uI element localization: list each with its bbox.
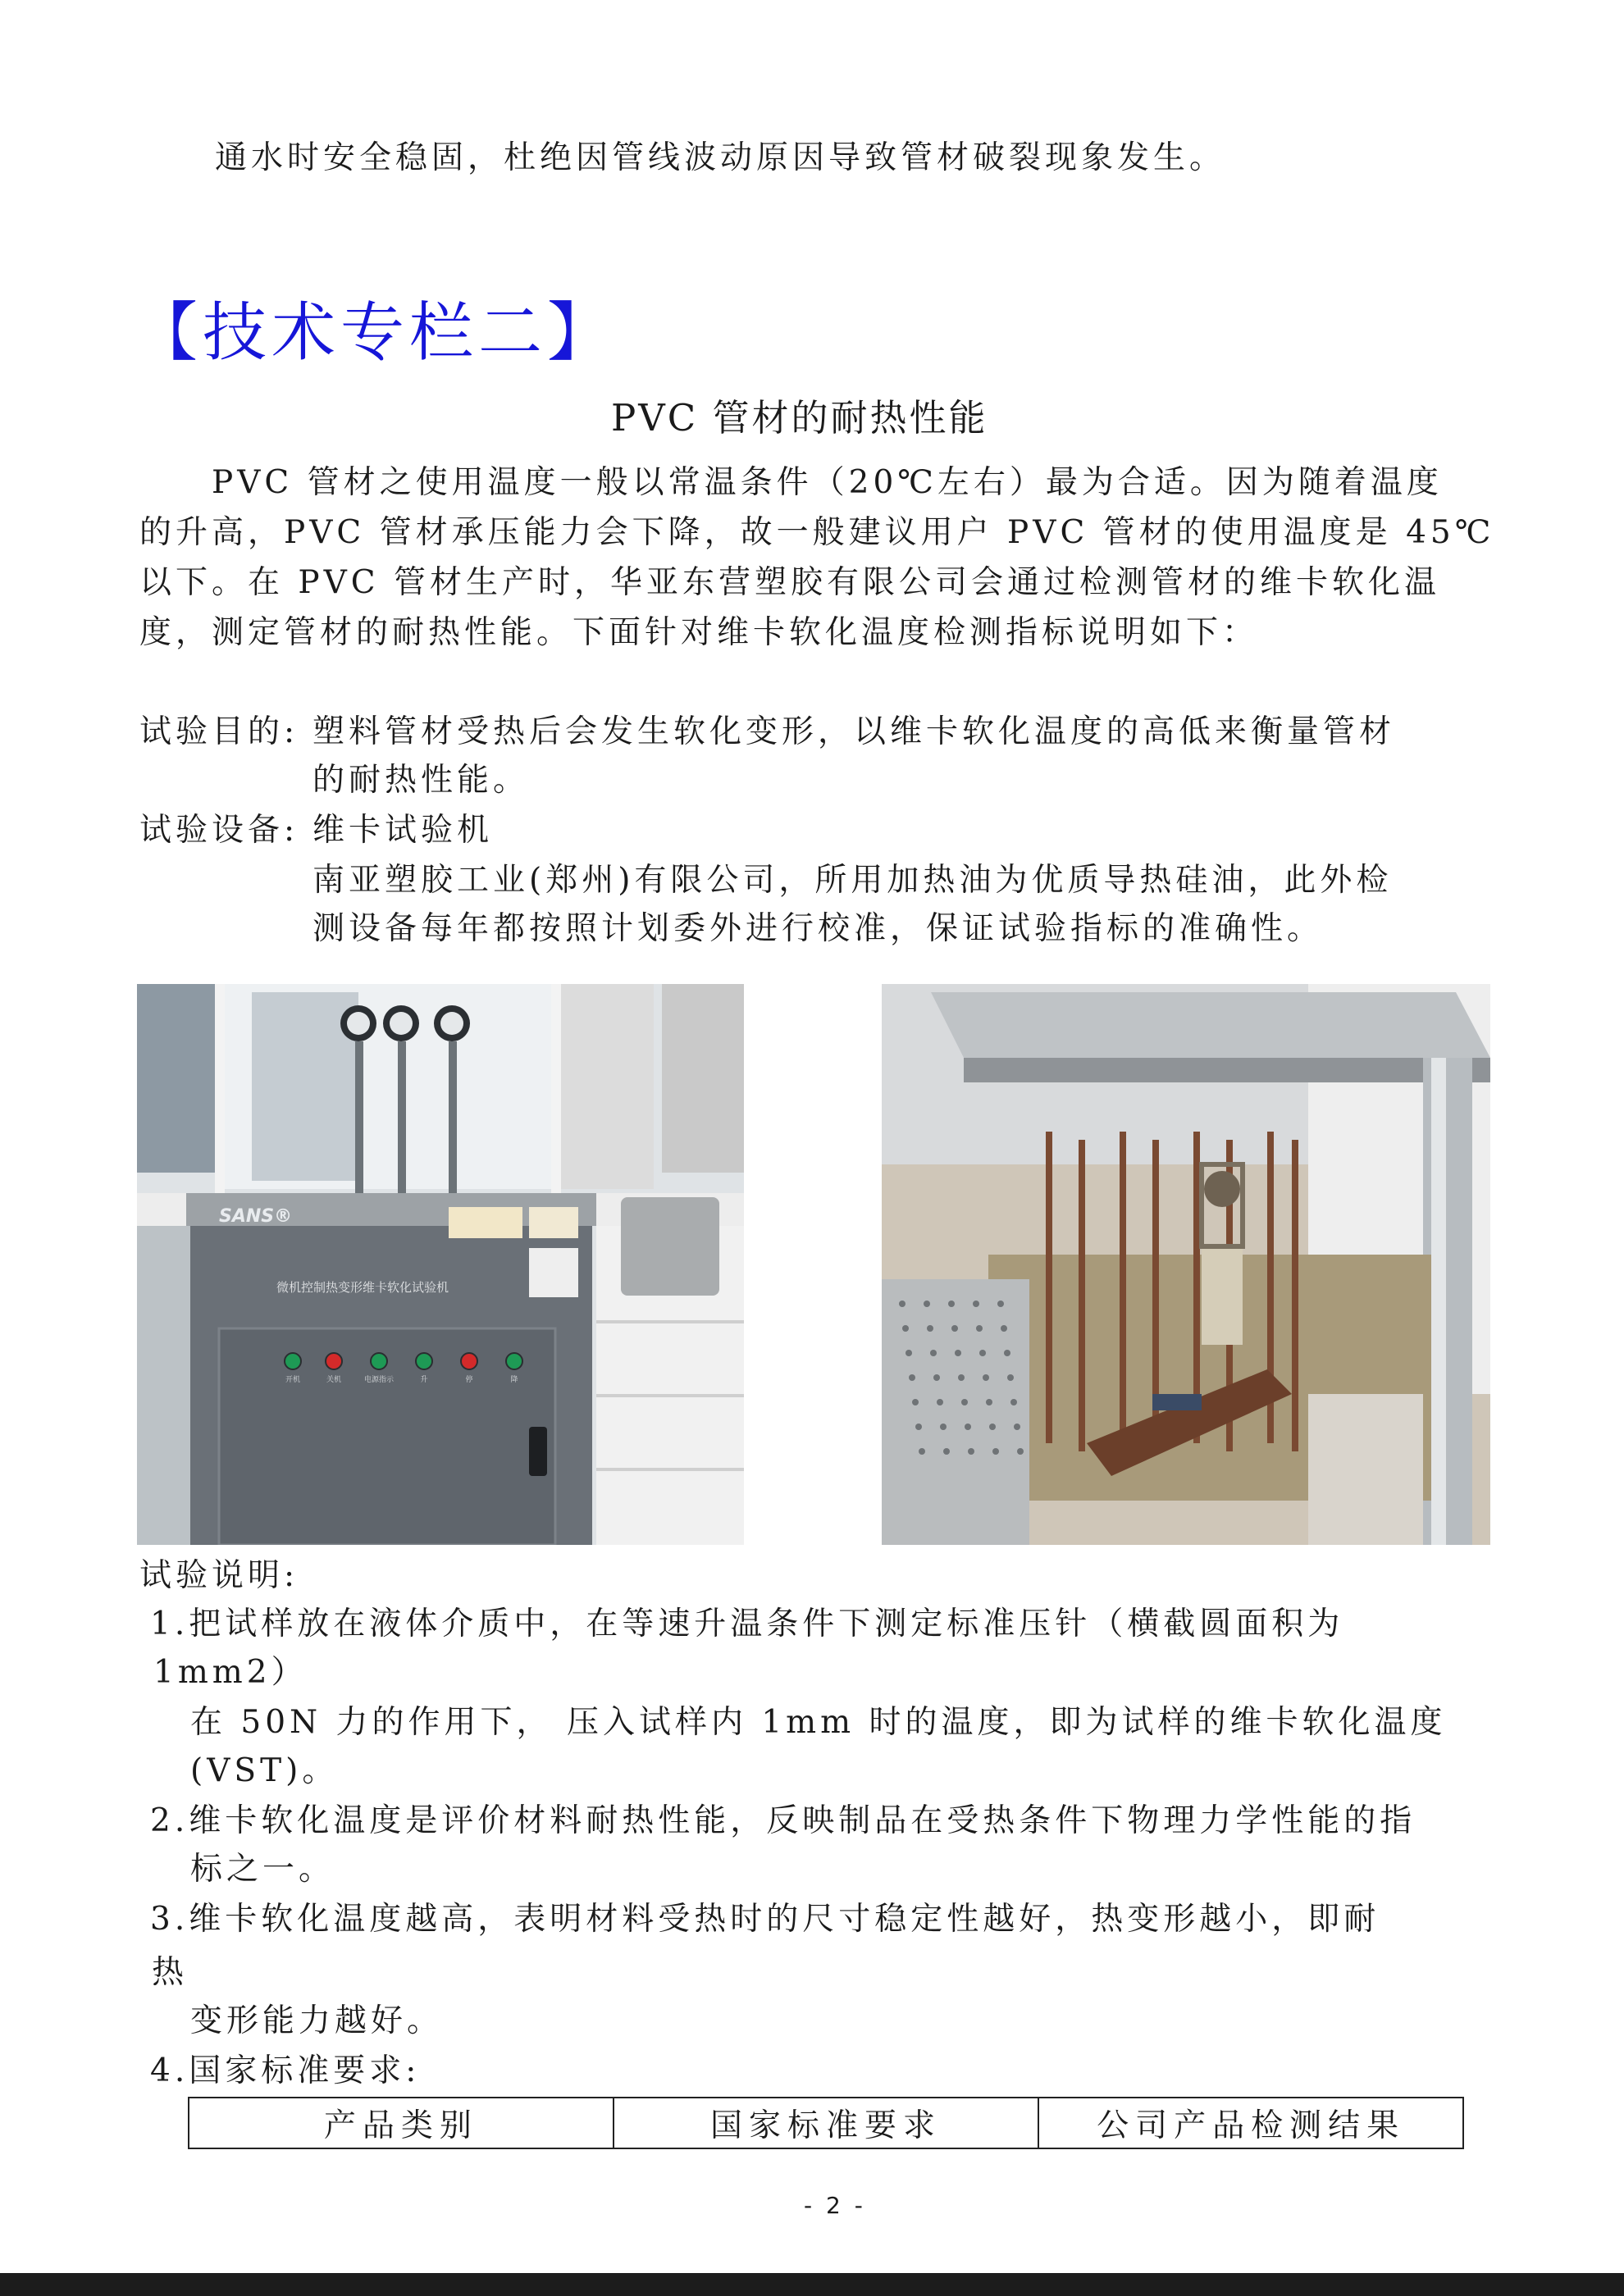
test-notes-line-6: 标之一。 [190, 1851, 335, 1888]
indicator-button-label: 电源指示 [363, 1376, 395, 1384]
bath-hole [1017, 1448, 1024, 1455]
indicator-button [371, 1353, 387, 1369]
standards-table [188, 2097, 1464, 2149]
indicator-button-label: 降 [510, 1376, 518, 1384]
bath-hole [1004, 1350, 1010, 1356]
test-equipment-label: 试验设备: [139, 812, 299, 849]
bath-hole [976, 1325, 983, 1332]
test-purpose-line-1: 塑料管材受热后会发生软化变形，以维卡软化温度的高低来衡量管材 [312, 713, 1396, 750]
bath-hole [937, 1399, 943, 1405]
test-notes-label: 试验说明: [139, 1557, 299, 1594]
page-number: - 2 - [804, 2192, 866, 2219]
bath-hole [906, 1350, 912, 1356]
bath-hole [909, 1374, 915, 1381]
test-purpose-line-2: 的耐热性能。 [312, 762, 530, 799]
test-notes-line-8: 热 [152, 1954, 189, 1991]
table-header-company-result: 公司产品检测结果 [1038, 2098, 1463, 2148]
table-header-national-standard: 国家标准要求 [614, 2098, 1039, 2148]
vicat-apparatus-closeup-photo [882, 984, 1490, 1545]
bath-hole [930, 1350, 937, 1356]
intro-line: 通水时安全稳固，杜绝因管线波动原因导致管材破裂现象发生。 [215, 139, 1226, 176]
bath-hole [983, 1374, 989, 1381]
bath-hole [968, 1448, 974, 1455]
intro-paragraph-line-4: 度，测定管材的耐热性能。下面针对维卡软化温度检测指标说明如下： [139, 614, 1259, 651]
test-equipment-line-3: 测设备每年都按照计划委外进行校准，保证试验指标的准确性。 [312, 910, 1324, 947]
bath-hole [973, 1301, 979, 1307]
copper-rod [1079, 1140, 1085, 1451]
bottom-edge-bar [0, 2273, 1624, 2296]
bath-hole [979, 1350, 986, 1356]
bath-hole [951, 1325, 958, 1332]
test-notes-line-3: 在 50N 力的作用下， 压入试样内 1mm 时的温度，即为试样的维卡软化温度 [190, 1704, 1447, 1741]
bath-hole [902, 1325, 909, 1332]
bath-hole [986, 1399, 992, 1405]
test-notes-line-10: 4.国家标准要求: [150, 2052, 421, 2089]
test-notes-line-1: 1.把试样放在液体介质中，在等速升温条件下测定标准压针（横截圆面积为 [150, 1606, 1344, 1642]
indicator-button [326, 1353, 342, 1369]
bath-hole [943, 1448, 950, 1455]
section-title: PVC 管材的耐热性能 [611, 396, 988, 440]
machine-label: 微机控制热变形维卡软化试验机 [276, 1280, 449, 1295]
test-equipment-line-2: 南亚塑胶工业(郑州)有限公司，所用加热油为优质导热硅油，此外检 [312, 862, 1393, 899]
bath-hole [948, 1301, 955, 1307]
intro-paragraph-line-1: PVC 管材之使用温度一般以常温条件（20℃左右）最为合适。因为随着温度 [212, 464, 1443, 501]
test-purpose-label: 试验目的: [139, 713, 299, 750]
bath-hole [912, 1399, 919, 1405]
bath-hole [1010, 1399, 1017, 1405]
test-notes-line-5: 2.维卡软化温度是评价材料耐热性能，反映制品在受热条件下物理力学性能的指 [150, 1802, 1416, 1839]
indicator-button-label: 开机 [285, 1376, 301, 1384]
intro-paragraph-line-2: 的升高，PVC 管材承压能力会下降，故一般建议用户 PVC 管材的使用温度是 45℃ [139, 514, 1495, 551]
indicator-button [461, 1353, 477, 1369]
table-header-row [189, 2098, 1463, 2148]
bath-hole [958, 1374, 965, 1381]
bath-hole [992, 1448, 999, 1455]
copper-rod [1292, 1140, 1298, 1451]
bath-hole [924, 1301, 930, 1307]
bath-hole [940, 1424, 947, 1430]
test-notes-line-7: 3.维卡软化温度越高，表明材料受热时的尺寸稳定性越好，热变形越小，即耐 [150, 1901, 1380, 1938]
bath-hole [965, 1424, 971, 1430]
bath-hole [915, 1424, 922, 1430]
indicator-button [416, 1353, 432, 1369]
bath-hole [1007, 1374, 1014, 1381]
indicator-button [285, 1353, 301, 1369]
indicator-button-label: 停 [465, 1376, 473, 1384]
indicator-button-label: 关机 [326, 1376, 342, 1384]
vicat-machine-illustration [137, 984, 744, 1545]
bath-hole [933, 1374, 940, 1381]
indicator-button-label: 升 [420, 1376, 428, 1384]
intro-paragraph-line-3: 以下。在 PVC 管材生产时，华亚东营塑胶有限公司会通过检测管材的维卡软化温 [139, 564, 1441, 601]
table-header-product-category: 产品类别 [189, 2098, 614, 2148]
test-notes-line-2: 1mm2） [153, 1654, 308, 1691]
bath-hole [955, 1350, 961, 1356]
bath-hole [919, 1448, 925, 1455]
copper-rod [1120, 1132, 1126, 1443]
vicat-machine-photo [137, 984, 744, 1545]
bath-hole [989, 1424, 996, 1430]
section-heading: 【技术专栏二】 [134, 296, 617, 370]
copper-rod [1046, 1132, 1052, 1443]
test-equipment-line-1: 维卡试验机 [312, 812, 494, 849]
indicator-button [506, 1353, 522, 1369]
test-notes-line-9: 变形能力越好。 [190, 2002, 444, 2039]
brand-logo: SANS® [219, 1206, 293, 1227]
bath-hole [899, 1301, 906, 1307]
test-notes-line-4: (VST)。 [190, 1752, 339, 1789]
bath-hole [1014, 1424, 1020, 1430]
bath-hole [961, 1399, 968, 1405]
bath-hole [927, 1325, 933, 1332]
bath-hole [1001, 1325, 1007, 1332]
vicat-closeup-illustration [882, 984, 1490, 1545]
bath-hole [997, 1301, 1004, 1307]
